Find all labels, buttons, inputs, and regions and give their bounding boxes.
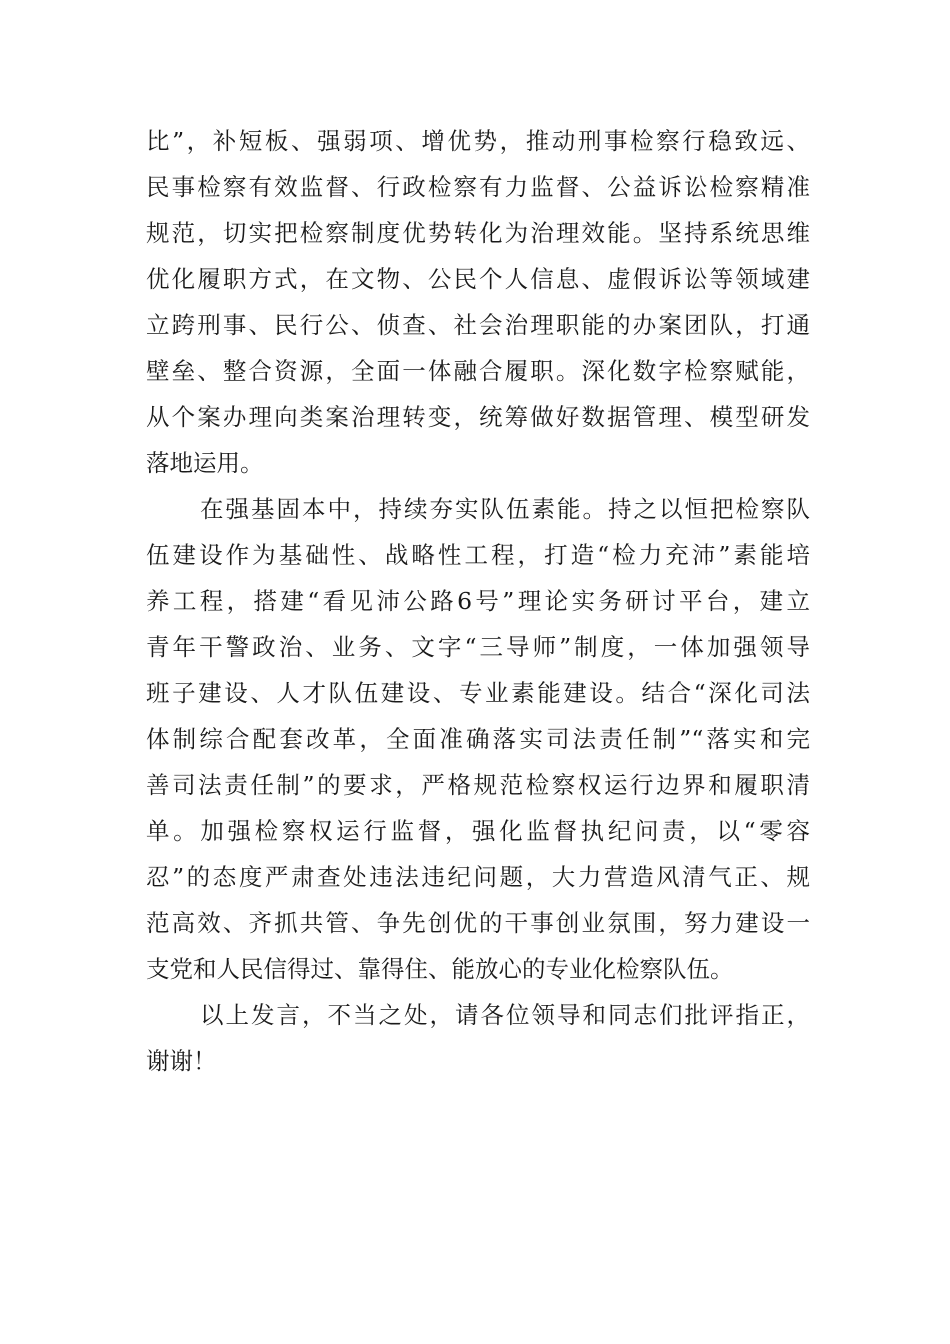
paragraph-2-line-7: 善司法责任制”的要求，严格规范检察权运行边界和履职清 — [146, 771, 810, 799]
paragraph-1-line-1: 比”，补短板、强弱项、增优势，推动刑事检察行稳致远、 — [146, 127, 810, 155]
paragraph-2-line-9: 忍”的态度严肃查处违法违纪问题，大力营造风清气正、规 — [146, 863, 810, 891]
paragraph-2-line-11: 支党和人民信得过、靠得住、能放心的专业化检察队伍。 — [146, 955, 734, 983]
paragraph-2-line-5: 班子建设、人才队伍建设、专业素能建设。结合“深化司法 — [146, 679, 810, 707]
paragraph-1-line-2: 民事检察有效监督、行政检察有力监督、公益诉讼检察精准 — [146, 173, 810, 201]
body-text — [146, 118, 810, 1084]
paragraph-2-line-4: 青年干警政治、业务、文字“三导师”制度，一体加强领导 — [146, 633, 810, 661]
paragraph-3-line-2: 谢谢！ — [146, 1047, 217, 1075]
paragraph-1-line-8: 落地运用。 — [146, 449, 264, 477]
paragraph-1-line-4: 优化履职方式，在文物、公民个人信息、虚假诉讼等领域建 — [146, 265, 810, 293]
paragraph-2-line-2: 伍建设作为基础性、战略性工程，打造“检力充沛”素能培 — [146, 541, 810, 569]
paragraph-2-line-8: 单。加强检察权运行监督，强化监督执纪问责，以“零容 — [146, 817, 810, 845]
paragraph-1-line-7: 从个案办理向类案治理转变，统筹做好数据管理、模型研发 — [146, 403, 810, 431]
paragraph-2-line-1: 在强基固本中，持续夯实队伍素能。持之以恒把检察队 — [200, 495, 810, 523]
paragraph-1-line-6: 壁垒、整合资源，全面一体融合履职。深化数字检察赋能， — [146, 357, 810, 385]
paragraph-2-line-6: 体制综合配套改革，全面准确落实司法责任制”“落实和完 — [146, 725, 810, 753]
paragraph-1-line-5: 立跨刑事、民行公、侦查、社会治理职能的办案团队，打通 — [146, 311, 810, 339]
paragraph-2-line-10: 范高效、齐抓共管、争先创优的干事创业氛围，努力建设一 — [146, 909, 810, 937]
paragraph-1-line-3: 规范，切实把检察制度优势转化为治理效能。坚持系统思维 — [146, 219, 810, 247]
paragraph-2-line-3: 养工程，搭建“看见沛公路6号”理论实务研讨平台，建立 — [146, 587, 810, 615]
paragraph-3-line-1: 以上发言，不当之处，请各位领导和同志们批评指正， — [200, 1001, 810, 1029]
